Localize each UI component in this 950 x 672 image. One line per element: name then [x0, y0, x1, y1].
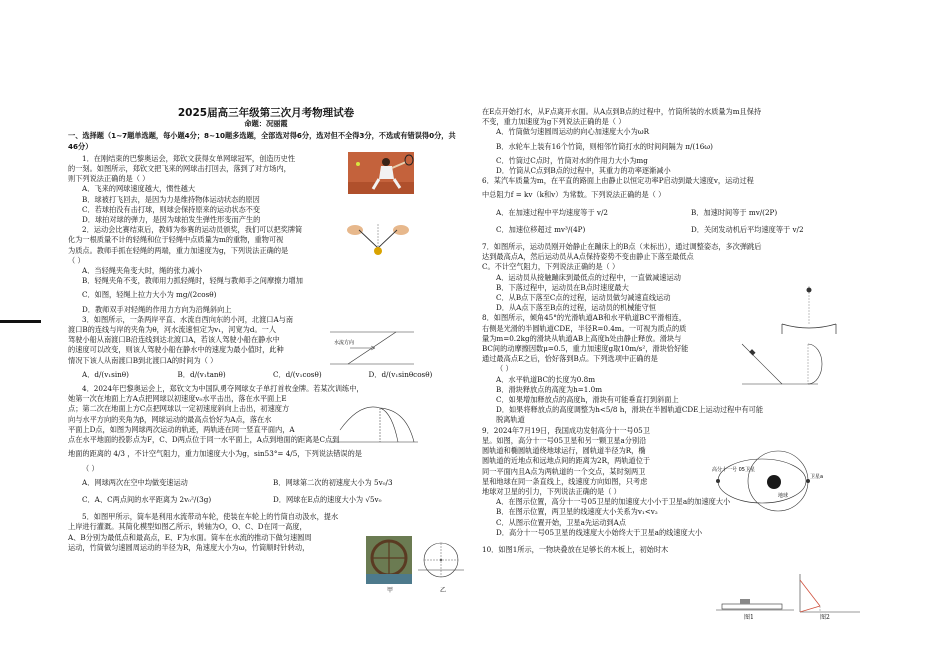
q4-options-cd — [68, 495, 464, 505]
q8-stem: 量为m=0.2kg的滑块从轨道AB上高度h处由静止释放。滑块与 — [482, 333, 682, 343]
satellite-a-label: 卫星a — [810, 474, 824, 480]
q9-stem: 星。如图，高分十一号05卫星和另一颗卫星a分别沿 — [482, 435, 647, 445]
question-5-continued — [482, 107, 886, 176]
q10-stem: 10．如图1所示，一物块叠放在足够长的木板上，初始时木 — [482, 544, 669, 554]
q5-stem: 上岸进行灌溉。其简化模型如图乙所示，转轴为O，O、C、D在同一高度， — [68, 522, 307, 532]
q7-stem: 7．如图所示，运动员刚开始静止在蹦床上的B点（未标出），通过调整姿态，多次弹跳后 — [482, 242, 762, 252]
q4-stem: （ ） — [82, 463, 99, 473]
figure-1-label: 图1 — [744, 614, 754, 621]
q9-option-d: D．高分十一号05卫星的线速度大小始终大于卫星a的线速度大小 — [496, 527, 703, 537]
q9-stem: 9．2024年7月19日，我国成功发射高分十一号05卫 — [482, 425, 650, 435]
question-2 — [68, 225, 374, 315]
q4-option-b: B．网球第二次的初速度大小为 5v₀/3 — [273, 477, 393, 487]
q3-option-d: D．d/(v₁sinθcosθ) — [368, 369, 433, 379]
q6-option-d: D．关闭发动机后平均速度等于 v/2 — [691, 224, 804, 234]
question-6 — [482, 176, 886, 242]
q4-stem: 点；第二次在地面上方C点把网球以一定初速度斜向上击出，初速度方 — [68, 404, 290, 414]
q1-option-d: D．球拍对球的弹力，是因为球拍发生弹性形变而产生的 — [82, 215, 261, 225]
q4-option-d: D．网球在E点的速度大小为 √5v₀ — [273, 494, 382, 504]
q4-stem: 她第一次在地面上方A点把网球以初速度v₀水平击出，落在水平面上E — [68, 394, 287, 404]
q9-stem: 同一平面内且A点为两轨道的一个交点，某时刻两卫 — [482, 466, 646, 476]
q9-stem: 星和地球在同一条直线上，线速度方向如图，只考虑 — [482, 476, 648, 486]
q6-option-c: C．加速位移超过 mv³/(4P) — [496, 224, 586, 234]
q6-stem: 6．某汽车质量为m，在平直的路面上由静止以恒定功率P启动到最大速度v，运动过程 — [482, 176, 754, 186]
q5-stem: 5．如图甲所示，筒车是利用水流带动车轮，使装在车轮上的竹筒自动汲水，提水 — [82, 512, 339, 522]
q3-option-b: B．d/(v₁tanθ) — [177, 369, 226, 379]
q3-option-c: C．d/(v₁cosθ) — [273, 369, 322, 379]
q1-stem: 的一刻。如图所示，郑钦文把飞来的网球击打回去，落到了对方场内， — [68, 164, 291, 174]
q3-stem: 的速度可以改变，则该人驾驶小船在静水中的速度为最小值时，此种 — [68, 345, 284, 355]
medal-rope-diagram — [345, 218, 411, 258]
exam-author: 命题：况丽霞 — [244, 119, 288, 129]
question-3 — [68, 315, 374, 366]
trampoline-diagram — [776, 284, 842, 336]
satellite-orbit-diagram — [712, 446, 832, 516]
q7-stem: 达到最高点A，然后运动员从A点保持姿势不变由静止下落至最低点 — [482, 252, 694, 262]
q4-stem: 平面上D点，如图为网球两次运动的轨迹，两轨迹在同一竖直平面内，A — [68, 424, 295, 434]
q8-stem: 右侧是光滑的半圆轨道CDE，半径R=0.4m。一可视为质点的质 — [482, 323, 687, 333]
q1-stem: 1．在刚结束的巴黎奥运会，郑钦文获得女单网球冠军，创造历史性 — [82, 153, 296, 163]
q3-stem: 3．如图所示，一条两岸平直、水流自西向东的小河，北渡口A与南 — [82, 314, 294, 324]
q5-option-a: A．竹筒做匀速圆周运动的向心加速度大小为ωR — [496, 127, 650, 137]
figure-label-a: 甲 — [387, 587, 394, 594]
q8-stem: 通过最高点E之后，恰好落到B点。下列选项中正确的是 — [482, 354, 658, 364]
q8-stem: （ ） — [496, 364, 513, 374]
q7-option-d: D．从A点下落至B点的过程，运动员的机械能守恒 — [496, 303, 656, 313]
q1-stem: 则下列说法正确的是（ ） — [68, 174, 150, 184]
q4-stem: 向与水平方向的夹角为β，网球运动的最高点恰好为A点，落在水 — [68, 414, 272, 424]
q7-stem: C。不计空气阻力，下列说法正确的是（ ） — [482, 262, 620, 272]
flow-direction-label: 水流方向 — [334, 340, 355, 346]
q2-option-d: D．教师双手对轻绳的作用力方向为沿绳斜向上 — [82, 304, 232, 314]
waterwheel-photo — [366, 536, 412, 584]
q4-stem: 点在水平地面的投影点为F，C、D两点位于同一水平面上，A点到地面的距离是C点到 — [68, 435, 340, 445]
incline-semicircle-diagram — [738, 336, 824, 388]
q7-option-a: A．运动员从接触蹦床到最低点的过程中，一直做减速运动 — [496, 272, 681, 282]
q5-stem: 在E点开始打水，从F点离开水面。从A点到B点的过程中，竹筒所装的水质量为m且保持 — [482, 107, 762, 116]
q4-stem: 4．2024年巴黎奥运会上，郑钦文为中国队勇夺网球女子单打首枚金牌。若某次训练中， — [82, 384, 364, 394]
block-board-diagram — [716, 596, 794, 618]
q8-stem: 8．如图所示，倾角45°的光滑轨道AB和水平轨道BC平滑相连， — [482, 313, 687, 323]
question-5 — [68, 512, 374, 553]
velocity-time-graph — [792, 572, 862, 616]
river-crossing-diagram — [330, 324, 414, 372]
q7-option-b: B．下落过程中，运动员在B点时速度最大 — [496, 282, 629, 292]
exam-title: 2025届高三年级第三次月考物理试卷 — [177, 107, 355, 119]
satellite-label: 高分十一号 05卫星 — [712, 467, 755, 473]
waterwheel-model-diagram — [418, 540, 464, 584]
q4-option-a: A．网球两次在空中均做变速运动 — [82, 477, 188, 487]
q2-stem: 为质点。教师手抓在轻绳的两端，重力加速度为g，下列说法正确的是 — [68, 245, 289, 255]
earth-label: 地球 — [778, 493, 789, 499]
q9-stem: 圆轨道的近地点和远地点间的距离为2R，两轨道位于 — [482, 456, 651, 466]
q4-options-ab — [68, 478, 464, 488]
q3-option-a: A．d/(v₁sinθ) — [82, 369, 129, 379]
q6-stem: 中总阻力f = kv（k和v）为常数。下列说法正确的是（ ） — [482, 190, 666, 200]
q9-option-a: A．在图示位置，高分十一号05卫星的加速度大小小于卫星a的加速度大小 — [496, 497, 731, 507]
q2-stem: （ ） — [68, 255, 85, 265]
q2-stem: 化为一根质量不计的轻绳和位于轻绳中点质量为m的重物，重物可视 — [68, 235, 284, 245]
figure-2-label: 图2 — [820, 614, 830, 621]
question-1 — [68, 154, 374, 225]
q9-option-c: C．从图示位置开始，卫星a先运动到A点 — [496, 517, 626, 527]
q3-stem: 驾驶小船从南渡口B沿连线到达北渡口A，若该人驾驶小船在静水中 — [68, 335, 280, 345]
q5-option-b: B．水轮车上装有16个竹筒，则相邻竹筒打水的时间间隔为 π/(16ω) — [496, 141, 713, 151]
section-heading: 一、选择题（1~7题单选题，每小题4分；8~10题多选题，全部选对得6分，选对但不全得3分，不选或有错误得0分，共46分） — [68, 131, 456, 151]
q2-stem: 2．运动会比赛结束后，教师为参赛的运动员颁奖，我们可以把奖牌简 — [82, 225, 303, 235]
q8-option-d: D．如果将释放点的高度调整为h<5/8 h，滑块在半圆轨道CDE上运动过程中有可能 — [496, 405, 764, 415]
q7-option-c: C．从B点下落至C点的过程，运动员做匀减速直线运动 — [496, 293, 671, 303]
q3-stem: 渡口B的连线与岸的夹角为θ，河水流速恒定为v₁，河宽为d。一人 — [68, 325, 277, 335]
q8-option-b: B．滑块释放点的高度为h=1.0m — [496, 384, 603, 394]
tennis-player-photo — [348, 152, 414, 194]
q8-option-a: A．水平轨道BC的长度为0.8m — [496, 374, 596, 384]
q5-stem: A、B分别为最低点和最高点，E、F为水面。筒车在水流的推动下做匀速圆周 — [68, 532, 312, 542]
q2-option-b: B．轻绳夹角不变，教师用力抓轻绳时，轻绳与教师手之间摩擦力增加 — [82, 276, 303, 286]
q1-option-a: A．飞来的网球速度越大，惯性越大 — [82, 184, 196, 194]
q2-option-c: C．如图，轻绳上拉力大小为 mg/(2cosθ) — [82, 290, 217, 300]
q4-stem: 地面的距离的 4/3 ，不计空气阻力，重力加速度大小为g，sin53°= 4/5，下列说法错误的是 — [68, 449, 362, 459]
tennis-trajectory-diagram — [330, 400, 418, 446]
q8-stem: BC间的动摩擦因数μ=0.5，重力加速度g取10m/s²，滑块恰好能 — [482, 344, 689, 354]
q4-option-c: C．A、C两点间的水平距离为 2v₀²/(3g) — [82, 494, 212, 504]
q9-stem: 地球对卫星的引力，下列说法正确的是（ ） — [482, 486, 621, 496]
q6-options-cd — [482, 225, 886, 235]
q5-option-d: D．竹筒从C点到B点的过程中，其重力的功率逐渐减小 — [496, 166, 671, 176]
figure-label-b: 乙 — [440, 587, 447, 594]
q5-stem: 不变，重力加速度为g下列说法正确的是（ ） — [482, 117, 626, 127]
q6-options-ab — [482, 208, 886, 218]
margin-bar — [0, 320, 41, 323]
q3-stem: 情况下该人从南渡口B到北渡口A的时间为（ ） — [68, 355, 218, 365]
question-10 — [482, 545, 886, 555]
q8-option-c: C．如果增加释放点的高度h，滑块有可能垂直打到斜面上 — [496, 395, 679, 405]
q1-option-c: C．若球拍没有击打球，则球会保持原来的运动状态不变 — [82, 204, 261, 214]
q9-option-b: B．在图示位置，两卫星的线速度大小关系为v₁<v₂ — [496, 507, 658, 517]
q6-option-b: B．加速时间等于 mv/(2P) — [691, 207, 778, 217]
q5-stem: 运动，竹筒做匀速圆周运动的半径为R，角速度大小为ω，竹筒顺时针转动， — [68, 542, 310, 552]
q6-option-a: A．在加速过程中平均速度等于 v/2 — [496, 207, 608, 217]
q1-option-b: B．球被打飞回去，是因为力是维持物体运动状态的原因 — [82, 194, 260, 204]
q2-option-a: A．当轻绳夹角变大时，绳的张力减小 — [82, 266, 203, 276]
q8-option-d: 脱离轨道 — [496, 415, 525, 425]
q9-stem: 圆轨道和椭圆轨道绕地球运行，圆轨道半径为R，椭 — [482, 446, 646, 456]
q5-option-c: C．竹筒过C点时，竹筒对水的作用力大小为mg — [496, 155, 648, 165]
